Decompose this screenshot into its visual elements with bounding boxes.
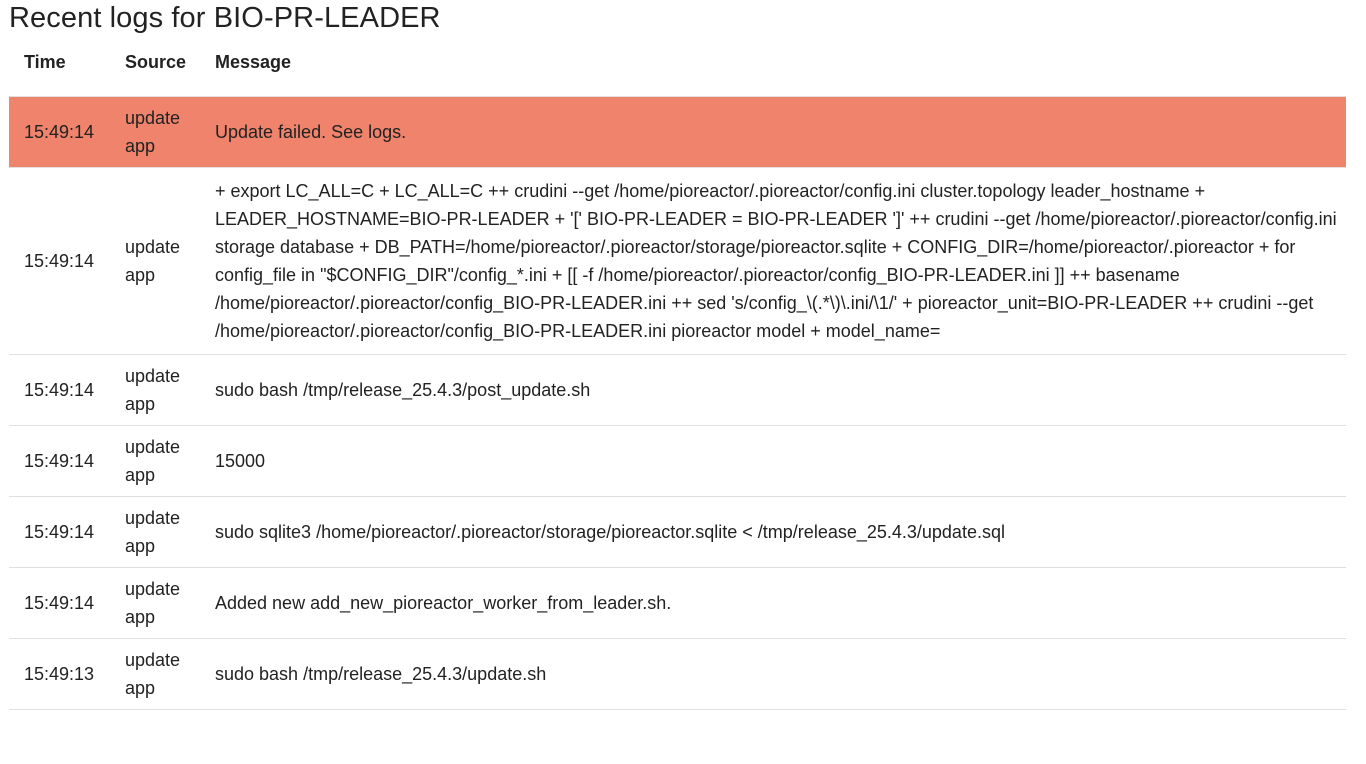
logs-table-body xyxy=(9,97,1346,710)
page-title: Recent logs for BIO-PR-LEADER xyxy=(9,2,441,34)
log-source: update app xyxy=(110,639,200,710)
logs-table-header xyxy=(9,44,1346,97)
column-header-source: Source xyxy=(110,44,200,97)
log-row xyxy=(9,497,1346,568)
log-message: + export LC_ALL=C + LC_ALL=C ++ crudini --get /home/pioreactor/.pioreactor/config.ini cluster.topology leader_hostname + LEADER_HOSTNAME=BIO-PR-LEADER + '[' BIO-PR-LEADER = BIO-PR-LEADER ']' ++ crudini --get /home/pioreactor/.pioreactor/config.ini storage database + DB_PATH=/home/pioreactor/.pioreactor/storage/pioreactor.sqlite + CONFIG_DIR=/home/pioreactor/.pioreactor + for config_file in "$CONFIG_DIR"/config_*.ini + [[ -f /home/pioreactor/.pioreactor/config_BIO-PR-LEADER.ini ]] ++ basename /home/pioreactor/.pioreactor/config_BIO-PR-LEADER.ini ++ sed 's/config_\(.*\)\.ini/\1/' + pioreactor_unit=BIO-PR-LEADER ++ crudini --get /home/pioreactor/.pioreactor/config_BIO-PR-LEADER.ini pioreactor model + model_name= xyxy=(200,168,1346,355)
log-time: 15:49:14 xyxy=(9,355,110,426)
log-row-error xyxy=(9,97,1346,168)
log-message: Update failed. See logs. xyxy=(200,97,1346,168)
log-source: update app xyxy=(110,97,200,168)
log-source: update app xyxy=(110,168,200,355)
log-time: 15:49:14 xyxy=(9,568,110,639)
log-source: update app xyxy=(110,568,200,639)
log-source: update app xyxy=(110,355,200,426)
log-time: 15:49:14 xyxy=(9,497,110,568)
log-source: update app xyxy=(110,497,200,568)
log-message: 15000 xyxy=(200,426,1346,497)
log-row xyxy=(9,426,1346,497)
log-time: 15:49:14 xyxy=(9,426,110,497)
header-row xyxy=(9,44,1346,97)
log-message: sudo bash /tmp/release_25.4.3/update.sh xyxy=(200,639,1346,710)
log-time: 15:49:14 xyxy=(9,168,110,355)
log-row xyxy=(9,568,1346,639)
column-header-time: Time xyxy=(9,44,110,97)
log-source: update app xyxy=(110,426,200,497)
logs-table xyxy=(9,44,1346,710)
log-row xyxy=(9,168,1346,355)
log-time: 15:49:14 xyxy=(9,97,110,168)
log-row xyxy=(9,639,1346,710)
log-time: 15:49:13 xyxy=(9,639,110,710)
log-message: sudo sqlite3 /home/pioreactor/.pioreactor/storage/pioreactor.sqlite < /tmp/release_25.4.3/update.sql xyxy=(200,497,1346,568)
log-message: Added new add_new_pioreactor_worker_from_leader.sh. xyxy=(200,568,1346,639)
column-header-message: Message xyxy=(200,44,1346,97)
log-row xyxy=(9,355,1346,426)
log-message: sudo bash /tmp/release_25.4.3/post_update.sh xyxy=(200,355,1346,426)
